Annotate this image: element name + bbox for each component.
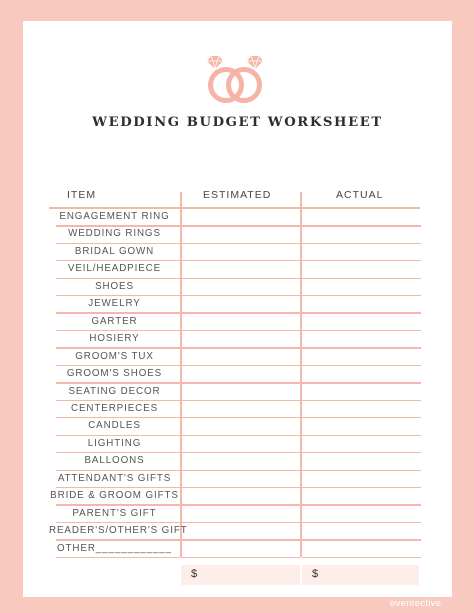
actual-total-dollar: $ (312, 568, 319, 580)
budget-row (49, 541, 420, 559)
budget-row (49, 209, 420, 227)
estimated-total-dollar: $ (191, 568, 198, 580)
budget-item-label: BRIDE & GROOM GIFTS (50, 490, 179, 502)
budget-row (49, 296, 420, 314)
budget-item-label: VEIL/HEADPIECE (67, 263, 162, 275)
budget-row (49, 384, 420, 402)
budget-item-label: ATTENDANT'S GIFTS (57, 472, 172, 484)
budget-item-label: BRIDAL GOWN (74, 245, 155, 257)
budget-item-label: LIGHTING (87, 437, 142, 449)
worksheet-title: WEDDING BUDGET WORKSHEET (92, 115, 383, 130)
budget-row (49, 453, 420, 471)
budget-item-label: JEWELRY (88, 298, 141, 310)
budget-item-label: OTHER____________ (57, 542, 172, 554)
wedding-rings-icon (199, 51, 271, 107)
budget-row (49, 331, 420, 349)
budget-item-label: ENGAGEMENT RING (59, 211, 170, 222)
budget-item-label: GROOM'S TUX (75, 350, 154, 362)
budget-row (49, 244, 420, 262)
budget-row (49, 279, 420, 297)
budget-row (49, 418, 420, 436)
budget-row (49, 471, 420, 489)
budget-item-label: GROOM'S SHOES (66, 368, 163, 380)
item-rule (56, 557, 180, 558)
budget-item-label: HOSIERY (89, 333, 140, 345)
budget-row (49, 314, 420, 332)
budget-row (49, 349, 420, 367)
actual-entry-line[interactable] (302, 557, 421, 558)
estimated-entry-line[interactable] (181, 557, 300, 558)
budget-item-label: SHOES (95, 280, 134, 292)
budget-row (49, 366, 420, 384)
budget-row (49, 401, 420, 419)
actual-total-field[interactable] (302, 565, 419, 585)
estimated-total-field[interactable] (181, 565, 300, 585)
budget-item-label: READER'S/OTHER'S GIFT (49, 525, 188, 537)
budget-row (49, 436, 420, 454)
budget-row (49, 523, 420, 541)
budget-item-label: WEDDING RINGS (68, 228, 161, 240)
budget-row (49, 488, 420, 506)
budget-row (49, 506, 420, 524)
column-header-actual: ACTUAL (336, 189, 384, 201)
column-header-item: ITEM (67, 189, 97, 201)
budget-item-label: PARENT'S GIFT (72, 507, 157, 519)
budget-item-label: BALLOONS (84, 455, 145, 467)
brand-watermark: eventective (390, 598, 442, 609)
worksheet-page (23, 21, 452, 597)
budget-row (49, 226, 420, 244)
budget-item-label: SEATING DECOR (68, 385, 161, 397)
budget-row (49, 261, 420, 279)
column-header-estimated: ESTIMATED (203, 189, 272, 201)
budget-item-label: GARTER (91, 315, 138, 327)
budget-item-label: CENTERPIECES (70, 402, 158, 414)
budget-item-label: CANDLES (88, 420, 141, 432)
